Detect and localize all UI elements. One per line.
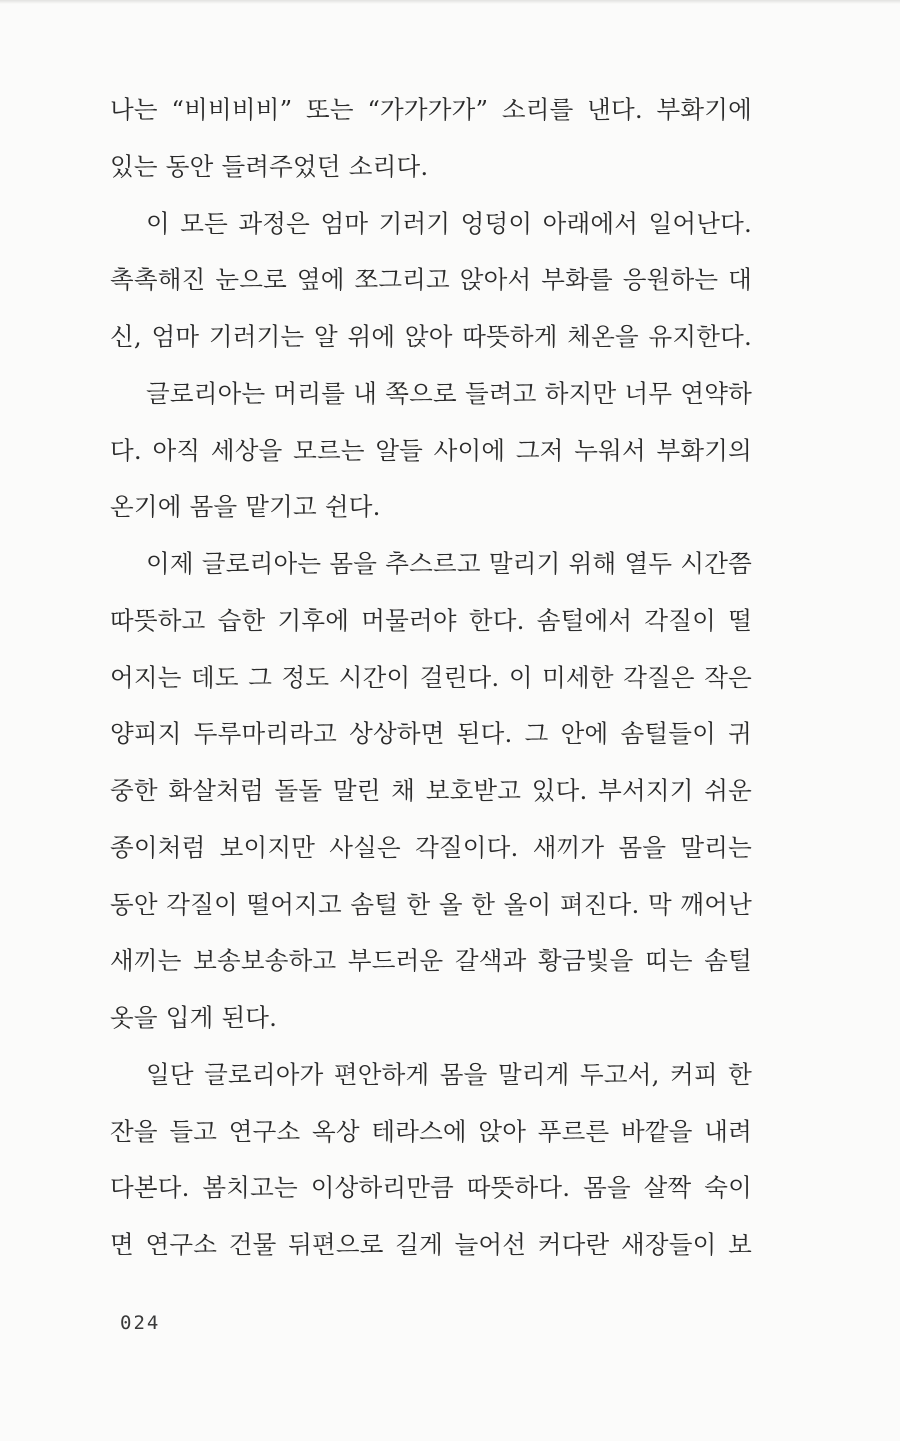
text-line: 촉촉해진 눈으로 옆에 쪼그리고 앉아서 부화를 응원하는 대 (110, 265, 752, 295)
text-line: 따뜻하고 습한 기후에 머물러야 한다. 솜털에서 각질이 떨 (110, 605, 752, 635)
body-text (110, 82, 752, 1274)
text-line: 동안 각질이 떨어지고 솜털 한 올 한 올이 펴진다. 막 깨어난 (110, 889, 752, 919)
text-line: 어지는 데도 그 정도 시간이 걸린다. 이 미세한 각질은 작은 (110, 662, 752, 692)
page-number: 024 (120, 1312, 161, 1334)
text-line: 글로리아는 머리를 내 쪽으로 들려고 하지만 너무 연약하 (146, 378, 752, 408)
text-line: 다. 아직 세상을 모르는 알들 사이에 그저 누워서 부화기의 (110, 435, 752, 465)
text-line: 면 연구소 건물 뒤편으로 길게 늘어선 커다란 새장들이 보 (110, 1230, 752, 1259)
text-line: 일단 글로리아가 편안하게 몸을 말리게 두고서, 커피 한 (146, 1059, 752, 1089)
text-line: 종이처럼 보이지만 사실은 각질이다. 새끼가 몸을 말리는 (110, 832, 752, 862)
text-line: 이제 글로리아는 몸을 추스르고 말리기 위해 열두 시간쯤 (146, 549, 752, 578)
text-line: 이 모든 과정은 엄마 기러기 엉덩이 아래에서 일어난다. (146, 208, 752, 238)
text-line: 잔을 들고 연구소 옥상 테라스에 앉아 푸르른 바깥을 내려 (110, 1116, 752, 1146)
text-line: 중한 화살처럼 돌돌 말린 채 보호받고 있다. 부서지기 쉬운 (110, 776, 752, 805)
text-line: 신, 엄마 기러기는 알 위에 앉아 따뜻하게 체온을 유지한다. (110, 322, 752, 351)
text-line: 새끼는 보송보송하고 부드러운 갈색과 황금빛을 띠는 솜털 (110, 946, 752, 976)
text-line: 양피지 두루마리라고 상상하면 된다. 그 안에 솜털들이 귀 (110, 719, 752, 749)
text-line: 온기에 몸을 맡기고 쉰다. (110, 492, 381, 522)
page-top-edge (0, 0, 900, 4)
text-line: 있는 동안 들려주었던 소리다. (110, 151, 429, 181)
text-line: 옷을 입게 된다. (110, 1003, 278, 1032)
text-line: 다본다. 봄치고는 이상하리만큼 따뜻하다. 몸을 살짝 숙이 (110, 1173, 752, 1203)
text-line: 나는 “비비비비” 또는 “가가가가” 소리를 낸다. 부화기에 (110, 95, 752, 124)
